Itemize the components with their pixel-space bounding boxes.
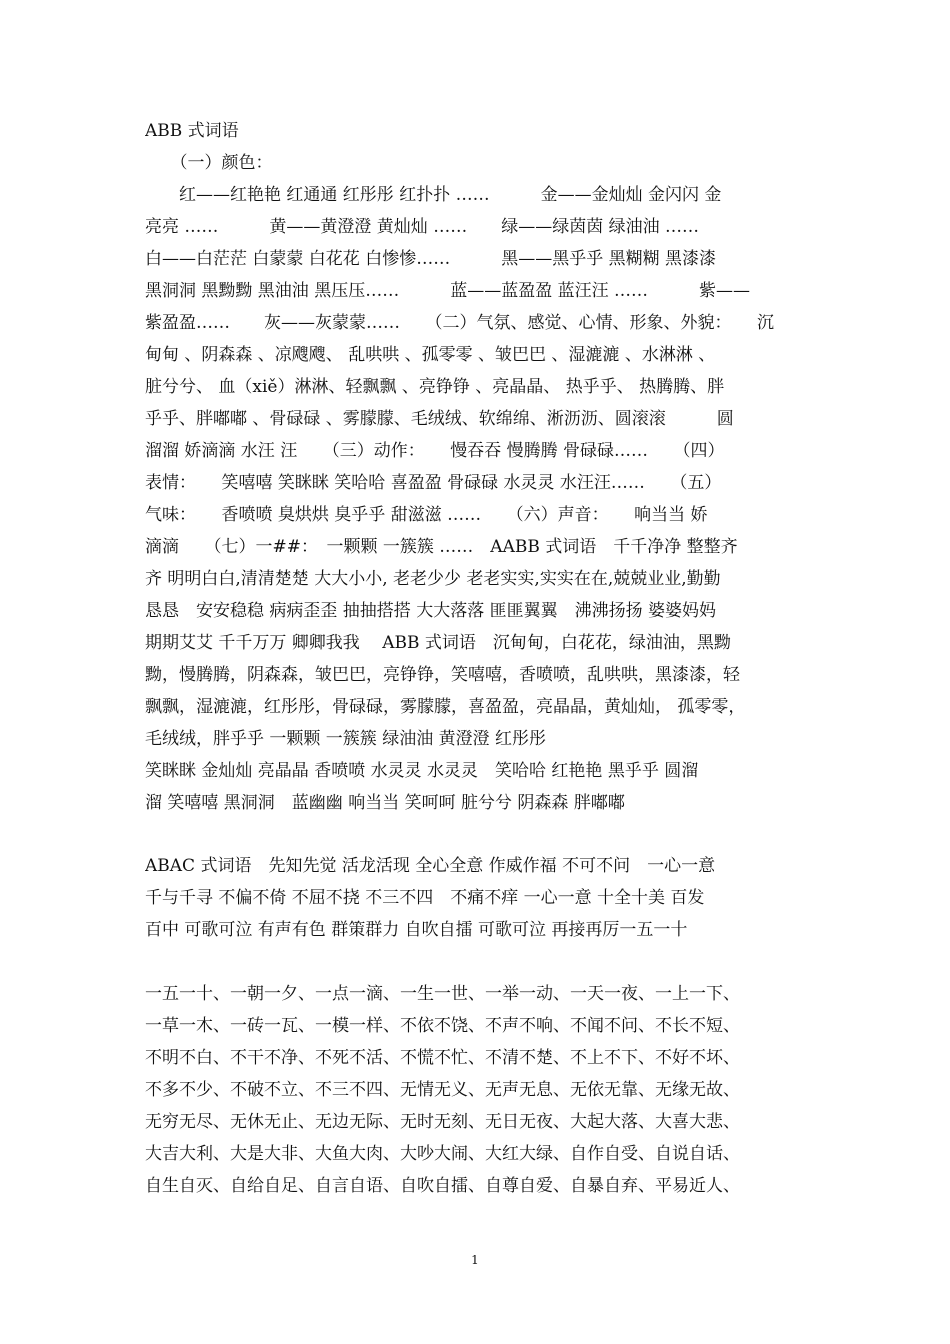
- text-line: 黑洞洞 黑黝黝 黑油油 黑压压…… 蓝——蓝盈盈 蓝汪汪 …… 紫——: [145, 281, 751, 301]
- text-line: 不明不白、不干不净、不死不活、不慌不忙、不清不楚、不上不下、不好不坏、: [145, 1048, 740, 1068]
- text-line: 自生自灭、自给自足、自言自语、自吹自擂、自尊自爱、自暴自弃、平易近人、: [145, 1176, 740, 1196]
- text-line: 千与千寻 不偏不倚 不屈不挠 不三不四 不痛不痒 一心一意 十全十美 百发: [145, 888, 705, 908]
- text-line: 百中 可歌可泣 有声有色 群策群力 自吹自擂 可歌可泣 再接再厉一五一十: [145, 920, 688, 940]
- heading-abb: ABB 式词语: [145, 121, 239, 141]
- text-line: 脏兮兮、 血（xiě）淋淋、轻飘飘 、亮铮铮 、亮晶晶、 热乎乎、 热腾腾、胖: [145, 377, 725, 397]
- page-number: 1: [471, 1253, 479, 1267]
- text-line: 毛绒绒，胖乎乎 一颗颗 一簇簇 绿油油 黄澄澄 红彤彤: [145, 729, 547, 749]
- text-line: 不多不少、不破不立、不三不四、无情无义、无声无息、无依无靠、无缘无故、: [145, 1080, 740, 1100]
- text-line: 大吉大利、大是大非、大鱼大肉、大吵大闹、大红大绿、自作自受、自说自话、: [145, 1144, 740, 1164]
- text-line: 溜溜 娇滴滴 水汪 汪 （三）动作： 慢吞吞 慢腾腾 骨碌碌…… （四）: [145, 441, 725, 461]
- text-line: 甸甸 、阴森森 、凉飕飕、 乱哄哄 、孤零零 、皱巴巴 、湿漉漉 、水淋淋 、: [145, 345, 716, 365]
- text-line: 紫盈盈…… 灰——灰蒙蒙…… （二）气氛、感觉、心情、形象、外貌： 沉: [145, 313, 774, 333]
- text-line: 一五一十、一朝一夕、一点一滴、一生一世、一举一动、一天一夜、一上一下、: [145, 984, 740, 1004]
- text-line: 白——白茫茫 白蒙蒙 白花花 白惨惨…… 黑——黑乎乎 黑糊糊 黑漆漆: [145, 249, 717, 269]
- text-line: 气味： 香喷喷 臭烘烘 臭乎乎 甜滋滋 …… （六）声音： 响当当 娇: [145, 505, 708, 525]
- text-line: ABAC 式词语 先知先觉 活龙活现 全心全意 作威作福 不可不问 一心一意: [145, 856, 716, 876]
- text-line: 一草一木、一砖一瓦、一模一样、不依不饶、不声不响、不闻不问、不长不短、: [145, 1016, 740, 1036]
- text-line: 表情： 笑嘻嘻 笑眯眯 笑哈哈 喜盈盈 骨碌碌 水灵灵 水汪汪…… （五）: [145, 473, 722, 493]
- text-line: 滴滴 （七）一##： 一颗颗 一簇簇 …… AABB 式词语 千千净净 整整齐: [145, 537, 738, 557]
- text-line: 恳恳 安安稳稳 病病歪歪 抽抽搭搭 大大落落 匪匪翼翼 沸沸扬扬 婆婆妈妈: [145, 601, 717, 621]
- text-line: 乎乎、胖嘟嘟 、骨碌碌 、雾朦朦、毛绒绒、软绵绵、淅沥沥、圆滚滚 圆: [145, 409, 734, 429]
- text-line: （一）颜色：: [145, 153, 273, 173]
- text-line: 黝，慢腾腾，阴森森，皱巴巴，亮铮铮，笑嘻嘻，香喷喷，乱哄哄，黑漆漆，轻: [145, 665, 740, 685]
- text-line: 飘飘，湿漉漉，红彤彤，骨碌碌，雾朦朦，喜盈盈，亮晶晶，黄灿灿， 孤零零，: [145, 697, 746, 717]
- text-line: 笑眯眯 金灿灿 亮晶晶 香喷喷 水灵灵 水灵灵 笑哈哈 红艳艳 黑乎乎 圆溜: [145, 761, 699, 781]
- text-line: 溜 笑嘻嘻 黑洞洞 蓝幽幽 响当当 笑呵呵 脏兮兮 阴森森 胖嘟嘟: [145, 793, 625, 813]
- text-line: 亮亮 …… 黄——黄澄澄 黄灿灿 …… 绿——绿茵茵 绿油油 ……: [145, 217, 700, 237]
- text-line: 红——红艳艳 红通通 红彤彤 红扑扑 …… 金——金灿灿 金闪闪 金: [145, 185, 722, 205]
- text-line: 期期艾艾 千千万万 卿卿我我 ABB 式词语 沉甸甸，白花花，绿油油，黑黝: [145, 633, 731, 653]
- text-line: 无穷无尽、无休无止、无边无际、无时无刻、无日无夜、大起大落、大喜大悲、: [145, 1112, 740, 1132]
- text-line: 齐 明明白白,清清楚楚 大大小小, 老老少少 老老实实,实实在在,兢兢业业,勤勤: [145, 569, 721, 589]
